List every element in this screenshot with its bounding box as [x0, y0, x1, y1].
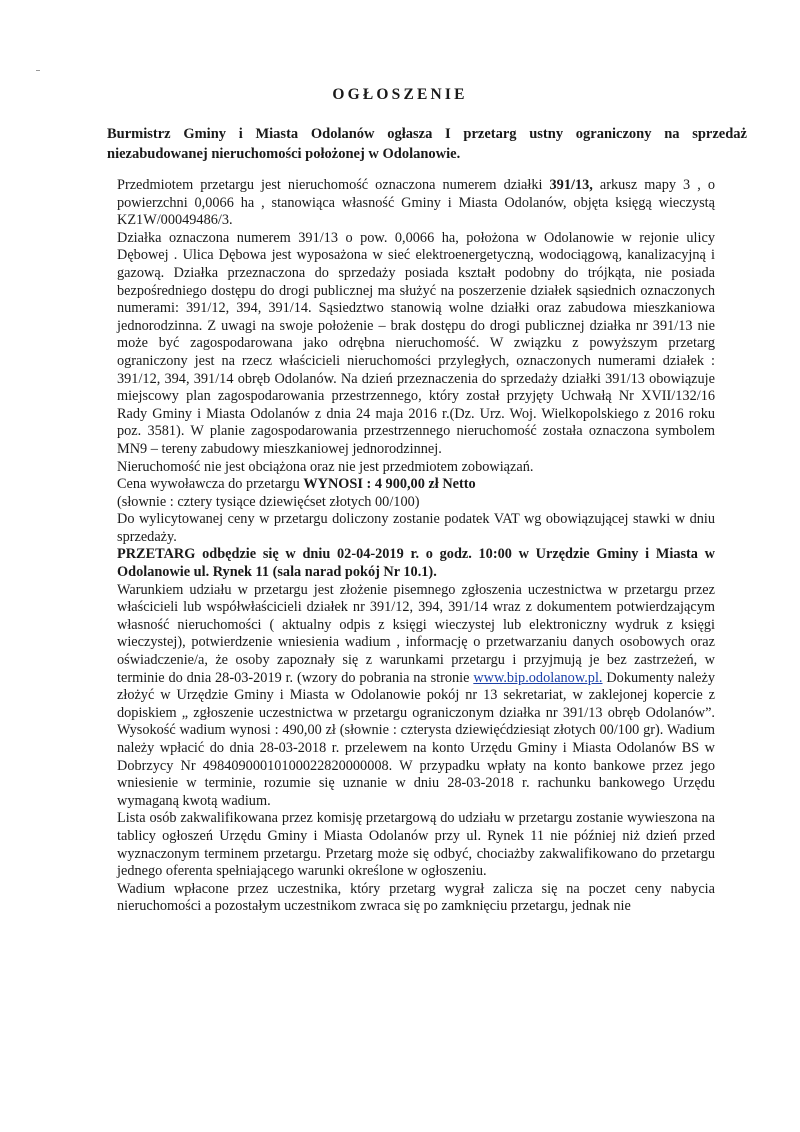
paragraph-qualified-list: Lista osób zakwalifikowana przez komisję przetargową do udziału w przetargu zostanie wywieszona na tablicy ogłoszeń Urzędu Gminy i Miasta Odolanów przy ul. Rynek 11 nie później niż dzień przed wyznaczonym terminem przetargu. Przetarg może się odbyć, chociażby zakwalifikowano do przetargu jednego oferenta spełniającego warunki określone w ogłoszeniu.: [117, 810, 715, 880]
paragraph-conditions: Warunkiem udziału w przetargu jest złożenie pisemnego zgłoszenia uczestnictwa w przetargu przez właścicieli lub współwłaścicieli działek nr 391/12, 394, 391/14 wraz z dokumentem potwierdzającym własność nieruchomości ( aktualny odpis z księgi wieczystej lub elektroniczny wydruk z księgi wieczystej), potwierdzenie wniesienia wadium , informację o przetwarzaniu danych osobowych oraz oświadczenie/a, że osoby zapoznały się z warunkami przetargu i przyjmują je bez zastrzeżeń, w terminie do dnia 28-03-2019 r. (wzory do pobrania na stronie www.bip.odolanow.pl. Dokumenty należy złożyć w Urzędzie Gminy i Miasta w Odolanowie pokój nr 13 sekretariat, w zaklejonej kopercie z dopiskiem „ zgłoszenie uczestnictwa w przetargu ograniczonym działka nr 391/13 obręb Odolanów”. Wysokość wadium wynosi : 490,00 zł (słownie : czterysta dziewięćdziesiąt złotych 00/100 gr). Wadium należy wpłacić do dnia 28-03-2018 r. przelewem na konto Urzędu Gminy i Miasta Odolanów BS w Dobrzycy Nr 49840900010100022820000008. W przypadku wpłaty na konto bankowe przez jego wniesienie w terminie, rozumie się uznanie w dniu 28-03-2018 r. rachunku bankowego Urzędu wymaganą kwotą wadium.: [117, 581, 715, 809]
paragraph-vat: Do wylicytowanej ceny w przetargu doliczony zostanie podatek VAT wg obowiązującej stawki w dniu sprzedaży.: [117, 511, 715, 545]
paragraph-subject: Przedmiotem przetargu jest nieruchomość oznaczona numerem działki 391/13, arkusz mapy 3 , o powierzchni 0,0066 ha , stanowiąca własność Gminy i Miasta Odolanów, objęta księgą wieczystą KZ1W/00049486/3.: [117, 177, 715, 229]
bip-link[interactable]: www.bip.odolanow.pl.: [473, 669, 603, 686]
paragraph-price-words: (słownie : cztery tysiące dziewięćset złotych 00/100): [117, 493, 420, 510]
document-subtitle: Burmistrz Gminy i Miasta Odolanów ogłasza I przetarg ustny ograniczony na sprzedaż niezabudowanej nieruchomości położonej w Odolanowie.: [107, 126, 747, 162]
scan-mark: [36, 70, 40, 71]
paragraph-auction-date: PRZETARG odbędzie się w dniu 02-04-2019 r. o godz. 10:00 w Urzędzie Gminy i Miasta w Odolanowie ul. Rynek 11 (sala narad pokój Nr 10.1).: [117, 546, 715, 581]
paragraph-deposit-settlement: Wadium wpłacone przez uczestnika, który przetarg wygrał zalicza się na poczet ceny nabycia nieruchomości a pozostałym uczestnikom zwraca się po zamknięciu przetargu, jednak nie: [117, 880, 715, 915]
paragraph-starting-price: Cena wywoławcza do przetargu WYNOSI : 4 900,00 zł Netto: [117, 476, 476, 493]
paragraph-plot-description: Działka oznaczona numerem 391/13 o pow. 0,0066 ha, położona w Odolanowie w rejonie ulicy Dębowej . Ulica Dębowa jest wyposażona w sieć elektroenergetyczną, wodociągową, kanalizacyjną i gazową. Działka przeznaczona do sprzedaży posiada kształt podobny do trójkąta, nie posiada bezpośredniego dostępu do drogi publicznej ma służyć na poszerzenie działek sąsiednich oznaczonych numerami: 391/12, 394, 391/14. Sąsiedztwo stanowią wolne działki oraz zabudowa mieszkaniowa jednorodzinna. Z uwagi na swoje położenie – brak dostępu do drogi publicznej działka nr 391/13 nie może być zagospodarowana jako odrębna nieruchomość. W związku z powyższym przetarg ograniczony jest na rzecz właścicieli nieruchomości przyległych, oznaczonych numerami działek : 391/12, 394, 391/14 obręb Odolanów. Na dzień przeznaczenia do sprzedaży działki 391/13 obowiązuje miejscowy plan zagospodarowania przestrzennego, który został przyjęty Uchwałą Nr XVII/132/16 Rady Gminy i Miasta Odolanów z dnia 24 maja 2016 r.(Dz. Urz. Woj. Wielkopolskiego z 2016 roku poz. 3581). W planie zagospodarowania przestrzennego nieruchomość została oznaczona symbolem MN9 – tereny zabudowy mieszkaniowej jednorodzinnej.: [117, 229, 715, 457]
document-title: OGŁOSZENIE: [332, 86, 468, 103]
paragraph-encumbrance: Nieruchomość nie jest obciążona oraz nie jest przedmiotem zobowiązań.: [117, 458, 534, 475]
document-body: [117, 177, 715, 916]
